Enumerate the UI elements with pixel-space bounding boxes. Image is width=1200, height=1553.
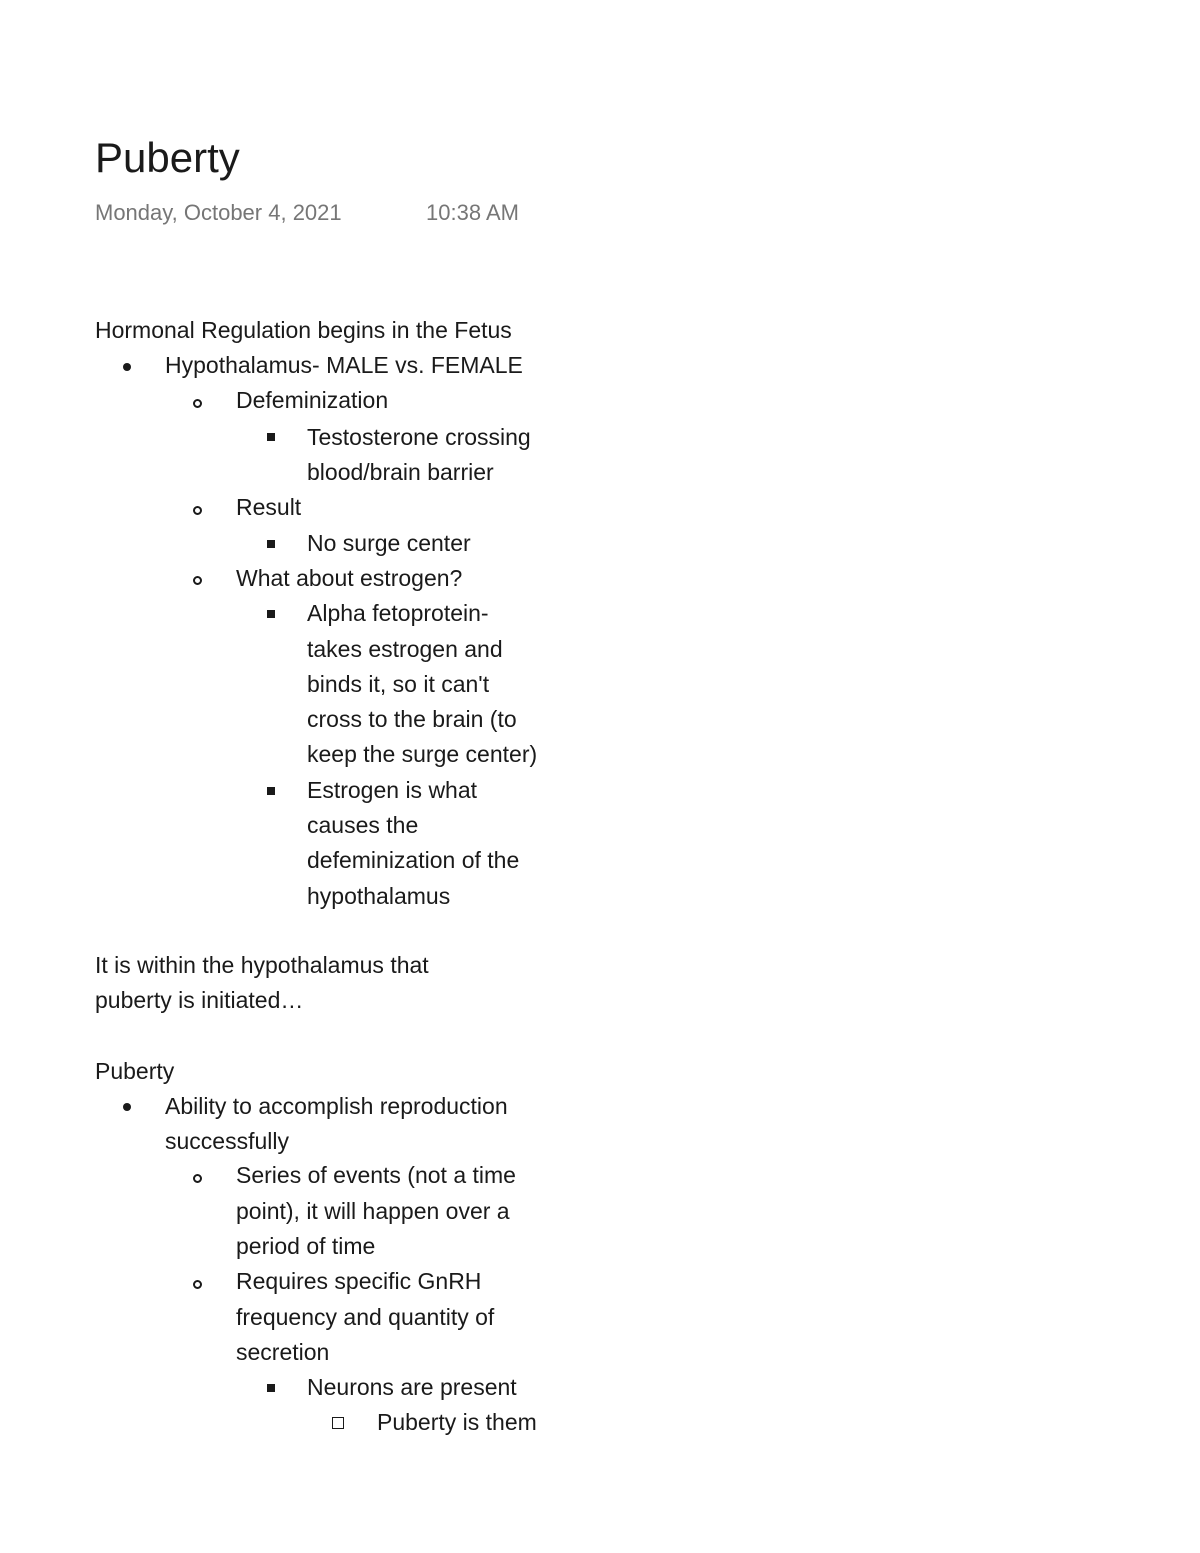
square-bullet-icon — [267, 1384, 275, 1392]
note-date: Monday, October 4, 2021 — [95, 200, 342, 225]
circle-bullet-icon — [193, 1280, 202, 1289]
list-item: Hypothalamus- MALE vs. FEMALE — [165, 352, 523, 378]
disc-bullet-icon — [123, 1103, 131, 1111]
note-time: 10:38 AM — [426, 200, 519, 225]
square-bullet-icon — [267, 540, 275, 548]
list-item-continuation: defeminization of the — [307, 847, 520, 873]
paragraph-line: puberty is initiated… — [95, 987, 304, 1013]
list-item-continuation: binds it, so it can't — [307, 671, 490, 697]
square-bullet-icon — [267, 433, 275, 441]
list-item: Neurons are present — [307, 1374, 517, 1400]
list-item: Series of events (not a time — [236, 1162, 516, 1188]
list-item-continuation: hypothalamus — [307, 883, 451, 909]
circle-bullet-icon — [193, 506, 202, 515]
list-item: Result — [236, 494, 302, 520]
note-metadata — [95, 198, 519, 228]
list-item: Requires specific GnRH — [236, 1268, 482, 1294]
list-item-continuation: blood/brain barrier — [307, 459, 494, 485]
list-item-continuation: takes estrogen and — [307, 636, 503, 662]
list-item: Alpha fetoprotein- — [307, 600, 489, 626]
list-item-continuation: successfully — [165, 1128, 289, 1154]
section-heading-puberty: Puberty — [95, 1058, 175, 1084]
page-title: Puberty — [95, 134, 240, 181]
circle-bullet-icon — [193, 399, 202, 408]
list-item-continuation: period of time — [236, 1233, 376, 1259]
list-item: What about estrogen? — [236, 565, 463, 591]
list-item: Testosterone crossing — [307, 424, 531, 450]
list-item: Estrogen is what — [307, 777, 478, 803]
list-item: Ability to accomplish reproduction — [165, 1093, 508, 1119]
box-bullet-icon — [332, 1417, 344, 1429]
list-item: Puberty is them — [377, 1409, 537, 1435]
list-item-continuation: secretion — [236, 1339, 330, 1365]
circle-bullet-icon — [193, 576, 202, 585]
list-item-continuation: frequency and quantity of — [236, 1304, 495, 1330]
list-item-continuation: cross to the brain (to — [307, 706, 517, 732]
list-item-continuation: keep the surge center) — [307, 741, 538, 767]
list-item-continuation: causes the — [307, 812, 419, 838]
square-bullet-icon — [267, 610, 275, 618]
circle-bullet-icon — [193, 1174, 202, 1183]
list-item: No surge center — [307, 530, 471, 556]
list-item-continuation: point), it will happen over a — [236, 1198, 510, 1224]
paragraph-line: It is within the hypothalamus that — [95, 952, 429, 978]
section-heading-hormonal: Hormonal Regulation begins in the Fetus — [95, 317, 512, 343]
square-bullet-icon — [267, 787, 275, 795]
disc-bullet-icon — [123, 363, 131, 371]
list-item: Defeminization — [236, 387, 389, 413]
